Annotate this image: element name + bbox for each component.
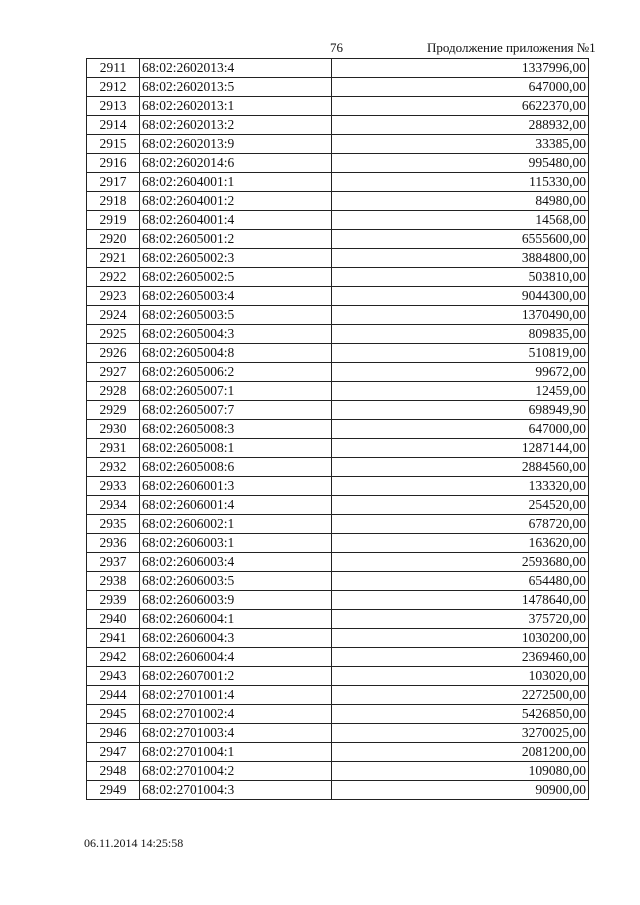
cadastral-value: 163620,00 [332,534,589,553]
row-number: 2949 [87,781,140,800]
cadastral-number: 68:02:2602013:9 [140,135,332,154]
table-row [87,173,589,192]
cadastral-number: 68:02:2701004:3 [140,781,332,800]
table-row [87,781,589,800]
cadastral-number: 68:02:2606003:4 [140,553,332,572]
row-number: 2924 [87,306,140,325]
row-number: 2944 [87,686,140,705]
cadastral-value: 133320,00 [332,477,589,496]
table-row [87,439,589,458]
table-row [87,420,589,439]
cadastral-number: 68:02:2604001:2 [140,192,332,211]
cadastral-number: 68:02:2606003:1 [140,534,332,553]
cadastral-number: 68:02:2605006:2 [140,363,332,382]
cadastral-value: 698949,90 [332,401,589,420]
page-number: 76 [330,40,343,55]
row-number: 2913 [87,97,140,116]
table-row [87,78,589,97]
row-number: 2943 [87,667,140,686]
cadastral-number: 68:02:2606001:3 [140,477,332,496]
cadastral-value: 254520,00 [332,496,589,515]
row-number: 2915 [87,135,140,154]
cadastral-number: 68:02:2604001:1 [140,173,332,192]
cadastral-value: 1030200,00 [332,629,589,648]
cadastral-number: 68:02:2606004:1 [140,610,332,629]
cadastral-value: 84980,00 [332,192,589,211]
row-number: 2923 [87,287,140,306]
row-number: 2911 [87,59,140,78]
cadastral-number: 68:02:2606004:4 [140,648,332,667]
cadastral-value: 14568,00 [332,211,589,230]
row-number: 2919 [87,211,140,230]
row-number: 2920 [87,230,140,249]
cadastral-number: 68:02:2605003:4 [140,287,332,306]
footer-timestamp: 06.11.2014 14:25:58 [84,836,184,850]
cadastral-number: 68:02:2605002:5 [140,268,332,287]
cadastral-value: 647000,00 [332,78,589,97]
cadastral-value: 103020,00 [332,667,589,686]
cadastral-value: 5426850,00 [332,705,589,724]
cadastral-value: 2593680,00 [332,553,589,572]
appendix-title: Продолжение приложения №1 [427,40,596,55]
table-row [87,287,589,306]
cadastral-value: 1337996,00 [332,59,589,78]
table-row [87,610,589,629]
cadastral-number: 68:02:2602013:4 [140,59,332,78]
parcel-table [86,58,589,800]
row-number: 2921 [87,249,140,268]
cadastral-number: 68:02:2602013:1 [140,97,332,116]
table-row [87,97,589,116]
cadastral-number: 68:02:2606003:9 [140,591,332,610]
cadastral-number: 68:02:2701001:4 [140,686,332,705]
parcel-table-body [87,59,589,800]
cadastral-number: 68:02:2605002:3 [140,249,332,268]
table-row [87,363,589,382]
table-row [87,591,589,610]
table-row [87,572,589,591]
cadastral-number: 68:02:2605007:7 [140,401,332,420]
table-row [87,553,589,572]
row-number: 2935 [87,515,140,534]
row-number: 2916 [87,154,140,173]
row-number: 2933 [87,477,140,496]
cadastral-value: 12459,00 [332,382,589,401]
row-number: 2930 [87,420,140,439]
row-number: 2948 [87,762,140,781]
cadastral-number: 68:02:2605008:1 [140,439,332,458]
cadastral-value: 3884800,00 [332,249,589,268]
table-row [87,211,589,230]
cadastral-number: 68:02:2605008:3 [140,420,332,439]
table-row [87,382,589,401]
cadastral-number: 68:02:2701004:2 [140,762,332,781]
cadastral-value: 1287144,00 [332,439,589,458]
table-row [87,705,589,724]
row-number: 2928 [87,382,140,401]
row-number: 2917 [87,173,140,192]
row-number: 2939 [87,591,140,610]
cadastral-number: 68:02:2602013:5 [140,78,332,97]
row-number: 2931 [87,439,140,458]
table-row [87,344,589,363]
row-number: 2918 [87,192,140,211]
table-row [87,515,589,534]
table-row [87,496,589,515]
table-row [87,458,589,477]
row-number: 2937 [87,553,140,572]
row-number: 2940 [87,610,140,629]
row-number: 2938 [87,572,140,591]
cadastral-value: 2369460,00 [332,648,589,667]
cadastral-value: 647000,00 [332,420,589,439]
cadastral-value: 375720,00 [332,610,589,629]
row-number: 2929 [87,401,140,420]
cadastral-number: 68:02:2606003:5 [140,572,332,591]
cadastral-value: 995480,00 [332,154,589,173]
cadastral-value: 1478640,00 [332,591,589,610]
cadastral-value: 6555600,00 [332,230,589,249]
row-number: 2925 [87,325,140,344]
row-number: 2946 [87,724,140,743]
cadastral-number: 68:02:2602014:6 [140,154,332,173]
cadastral-number: 68:02:2701002:4 [140,705,332,724]
cadastral-number: 68:02:2602013:2 [140,116,332,135]
cadastral-value: 503810,00 [332,268,589,287]
table-row [87,249,589,268]
table-row [87,306,589,325]
cadastral-value: 99672,00 [332,363,589,382]
table-row [87,724,589,743]
cadastral-value: 9044300,00 [332,287,589,306]
cadastral-value: 3270025,00 [332,724,589,743]
table-row [87,401,589,420]
table-row [87,116,589,135]
table-row [87,667,589,686]
cadastral-number: 68:02:2605008:6 [140,458,332,477]
cadastral-number: 68:02:2701003:4 [140,724,332,743]
table-row [87,477,589,496]
cadastral-value: 654480,00 [332,572,589,591]
cadastral-number: 68:02:2605001:2 [140,230,332,249]
cadastral-number: 68:02:2606004:3 [140,629,332,648]
row-number: 2934 [87,496,140,515]
row-number: 2941 [87,629,140,648]
cadastral-value: 6622370,00 [332,97,589,116]
table-row [87,762,589,781]
row-number: 2922 [87,268,140,287]
cadastral-number: 68:02:2605004:8 [140,344,332,363]
row-number: 2914 [87,116,140,135]
table-row [87,325,589,344]
table-row [87,59,589,78]
cadastral-value: 109080,00 [332,762,589,781]
row-number: 2936 [87,534,140,553]
row-number: 2912 [87,78,140,97]
cadastral-value: 33385,00 [332,135,589,154]
cadastral-number: 68:02:2605004:3 [140,325,332,344]
table-row [87,154,589,173]
row-number: 2942 [87,648,140,667]
cadastral-value: 2081200,00 [332,743,589,762]
cadastral-number: 68:02:2606001:4 [140,496,332,515]
row-number: 2945 [87,705,140,724]
cadastral-value: 2884560,00 [332,458,589,477]
table-row [87,135,589,154]
cadastral-value: 1370490,00 [332,306,589,325]
table-row [87,629,589,648]
cadastral-number: 68:02:2604001:4 [140,211,332,230]
cadastral-number: 68:02:2701004:1 [140,743,332,762]
table-row [87,230,589,249]
table-row [87,743,589,762]
table-row [87,192,589,211]
table-row [87,268,589,287]
cadastral-value: 115330,00 [332,173,589,192]
table-row [87,686,589,705]
cadastral-number: 68:02:2607001:2 [140,667,332,686]
cadastral-number: 68:02:2606002:1 [140,515,332,534]
row-number: 2927 [87,363,140,382]
cadastral-value: 288932,00 [332,116,589,135]
cadastral-number: 68:02:2605007:1 [140,382,332,401]
table-row [87,534,589,553]
row-number: 2926 [87,344,140,363]
cadastral-value: 2272500,00 [332,686,589,705]
cadastral-value: 90900,00 [332,781,589,800]
cadastral-value: 678720,00 [332,515,589,534]
row-number: 2932 [87,458,140,477]
cadastral-value: 809835,00 [332,325,589,344]
cadastral-value: 510819,00 [332,344,589,363]
table-row [87,648,589,667]
cadastral-number: 68:02:2605003:5 [140,306,332,325]
row-number: 2947 [87,743,140,762]
